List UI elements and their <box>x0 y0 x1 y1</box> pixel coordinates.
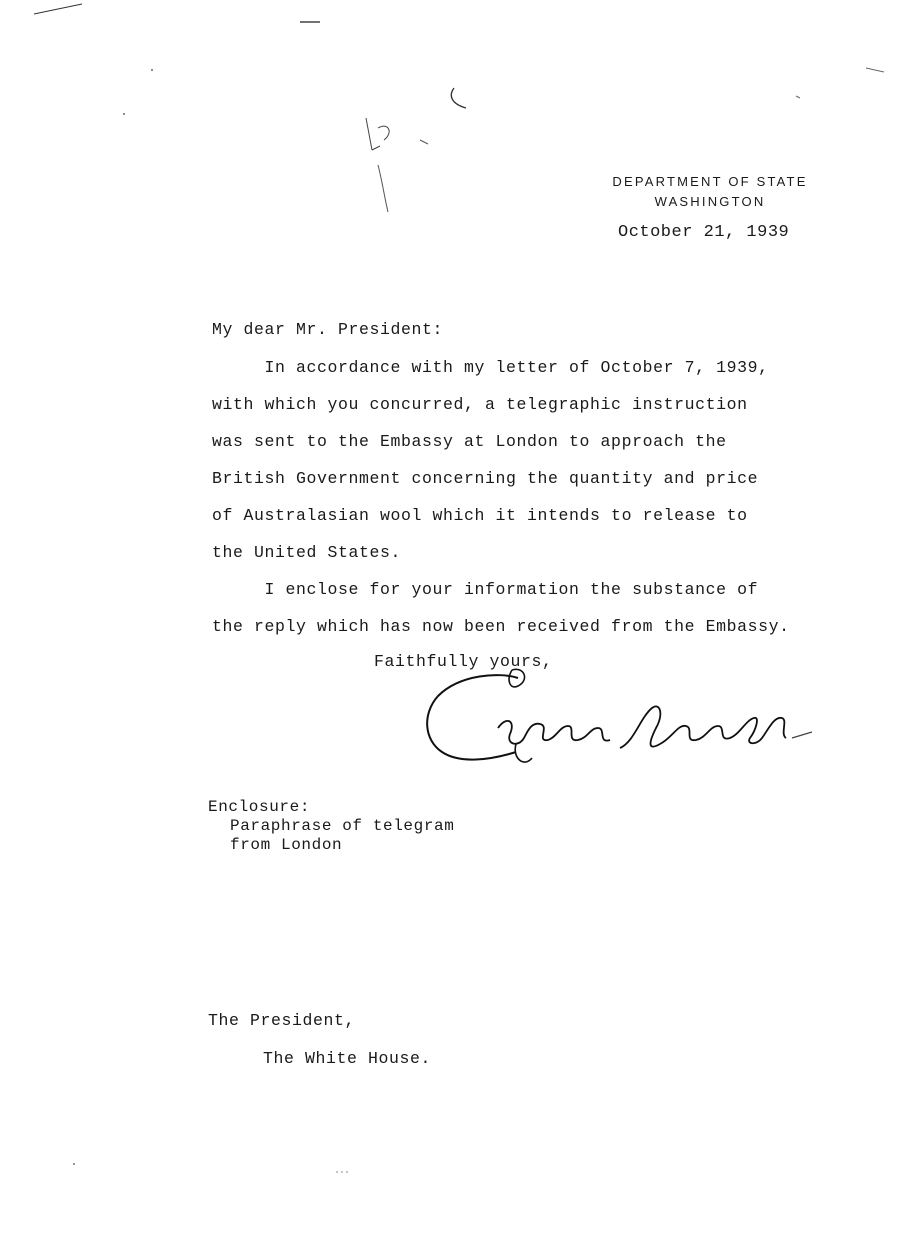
salutation: My dear Mr. President: <box>212 320 444 339</box>
paragraph-line: I enclose for your information the substance of <box>212 580 759 599</box>
paragraph-line: British Government concerning the quantity and price <box>212 469 759 488</box>
enclosure-block <box>208 798 454 855</box>
paragraph-line: with which you concurred, a telegraphic instruction <box>212 395 748 414</box>
paragraph-line: the reply which has now been received from the Embassy. <box>212 617 790 636</box>
enclosure-line: from London <box>230 836 343 854</box>
letterhead <box>600 172 820 212</box>
stray-marks <box>0 1150 900 1190</box>
addressee-block <box>208 1002 431 1078</box>
letter-date: October 21, 1939 <box>618 223 790 242</box>
paragraph-line: In accordance with my letter of October 7, 1939, <box>212 358 769 377</box>
paragraph-1 <box>212 349 832 571</box>
addressee-location: The White House. <box>263 1049 432 1068</box>
enclosure-line: Paraphrase of telegram <box>230 817 455 835</box>
letterhead-city: WASHINGTON <box>654 194 766 209</box>
addressee-name: The President, <box>208 1011 356 1030</box>
closing: Faithfully yours, <box>374 652 553 671</box>
enclosure-label: Enclosure: <box>208 798 311 816</box>
paragraph-line: was sent to the Embassy at London to approach the <box>212 432 727 451</box>
paragraph-2 <box>212 571 832 645</box>
signature <box>420 668 820 778</box>
paragraph-line: of Australasian wool which it intends to release to <box>212 506 748 525</box>
paragraph-line: the United States. <box>212 543 402 562</box>
letterhead-department: DEPARTMENT OF STATE <box>612 174 808 189</box>
